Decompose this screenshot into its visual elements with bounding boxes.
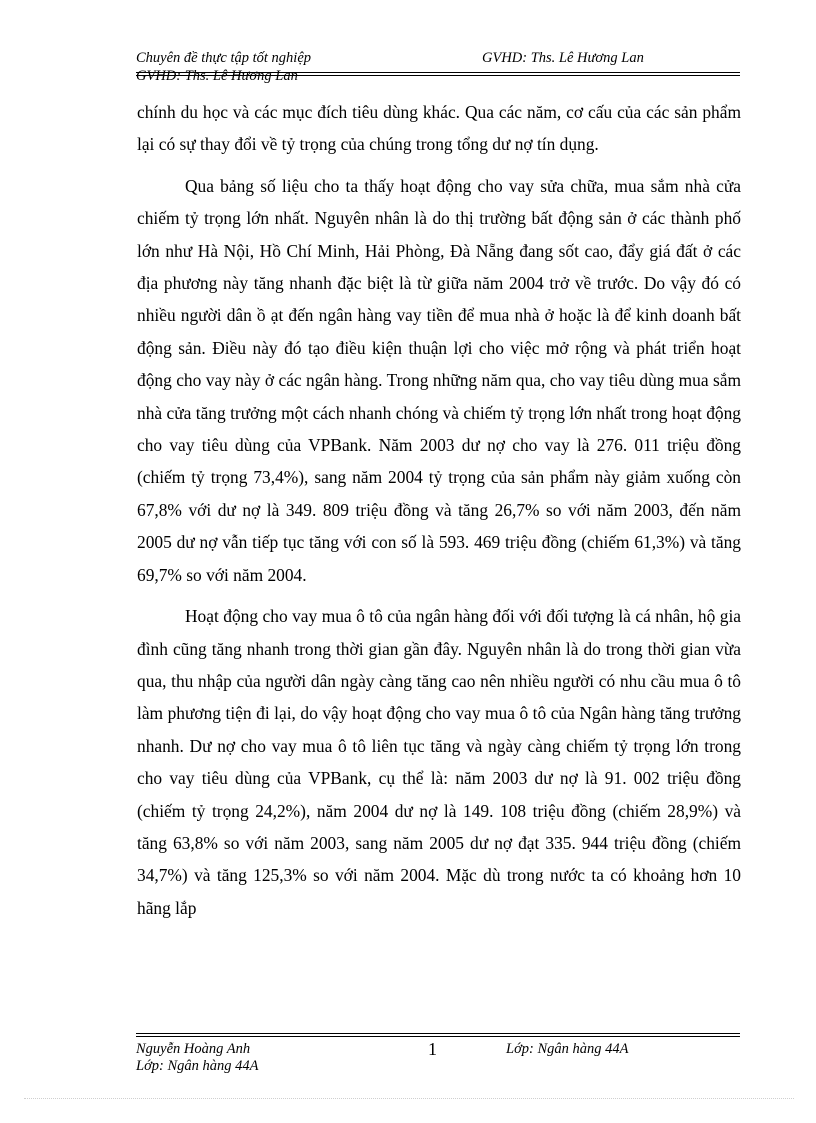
footer-rule-bottom bbox=[136, 1036, 740, 1037]
header-report-title: Chuyên đề thực tập tốt nghiệp bbox=[136, 50, 312, 66]
paragraph-car-loans: Hoạt động cho vay mua ô tô của ngân hàng đối với đối tượng là cá nhân, hộ gia đình cũng tăng nhanh trong thời gian gần đây. Nguyên nhân là do trong thời gian vừa qua, thu nhập của người dân ngày càng tăng cao nên nhiều người có nhu cầu mua ô tô làm phương tiện đi lại, do vậy hoạt động cho vay mua ô tô của Ngân hàng tăng trưởng nhanh. Dư nợ cho vay mua ô tô liên tục tăng và ngày càng chiếm tỷ trọng lớn trong cho vay tiêu dùng của VPBank, cụ thể là: năm 2003 dư nợ là 91. 002 triệu đồng (chiếm tỷ trọng 24,2%), năm 2004 dư nợ là 149. 108 triệu đồng (chiếm 28,9%) và tăng 63,8% so với năm 2003, sang năm 2005 dư nợ đạt 335. 944 triệu đồng (chiếm 34,7%) và tăng 125,3% so với năm 2004. Mặc dù trong nước ta có khoảng hơn 10 hãng lắp bbox=[137, 606, 741, 918]
footer-class: Lớp: Ngân hàng 44A bbox=[506, 1041, 629, 1057]
page-header bbox=[136, 48, 740, 84]
header-supervisor-overlap: GVHD: Ths. Lê Hương Lan bbox=[136, 68, 298, 84]
page-bottom-dotted-line bbox=[24, 1098, 794, 1099]
footer-rule-top bbox=[136, 1033, 740, 1034]
footer-class-repeat: Lớp: Ngân hàng 44A bbox=[136, 1058, 259, 1074]
paragraph-continuation: chính du học và các mục đích tiêu dùng khác. Qua các năm, cơ cấu của các sản phẩm lại có sự thay đổi về tỷ trọng của chúng trong tổng dư nợ tín dụng. bbox=[137, 102, 741, 155]
header-supervisor: GVHD: Ths. Lê Hương Lan bbox=[482, 50, 644, 66]
page-number: 1 bbox=[428, 1039, 437, 1059]
document-body bbox=[137, 96, 741, 924]
footer-author: Nguyễn Hoàng Anh bbox=[136, 1041, 251, 1057]
paragraph-housing-loans: Qua bảng số liệu cho ta thấy hoạt động cho vay sửa chữa, mua sắm nhà cửa chiếm tỷ trọng lớn nhất. Nguyên nhân là do thị trường bất động sản ở các thành phố lớn như Hà Nội, Hồ Chí Minh, Hải Phòng, Đà Nẵng đang sốt cao, đẩy giá đất ở các địa phương này tăng nhanh đặc biệt là từ giữa năm 2004 trở về trước. Do vậy đó có nhiều người dân ồ ạt đến ngân hàng vay tiền để mua nhà ở hoặc là để kinh doanh bất động sản. Điều này đó tạo điều kiện thuận lợi cho việc mở rộng và phát triển hoạt động cho vay này ở các ngân hàng. Trong những năm qua, cho vay tiêu dùng mua sắm nhà cửa tăng trưởng một cách nhanh chóng và chiếm tỷ trọng lớn nhất trong hoạt động cho vay tiêu dùng của VPBank. Năm 2003 dư nợ cho vay là 276. 011 triệu đồng (chiếm tỷ trọng 73,4%), sang năm 2004 tỷ trọng của sản phẩm này giảm xuống còn 67,8% với dư nợ là 349. 809 triệu đồng và tăng 26,7% so với năm 2003, đến năm 2005 dư nợ vẫn tiếp tục tăng với con số là 593. 469 triệu đồng (chiếm 61,3%) và tăng 69,7% so với năm 2004. bbox=[137, 175, 741, 585]
page-footer bbox=[136, 1033, 740, 1078]
